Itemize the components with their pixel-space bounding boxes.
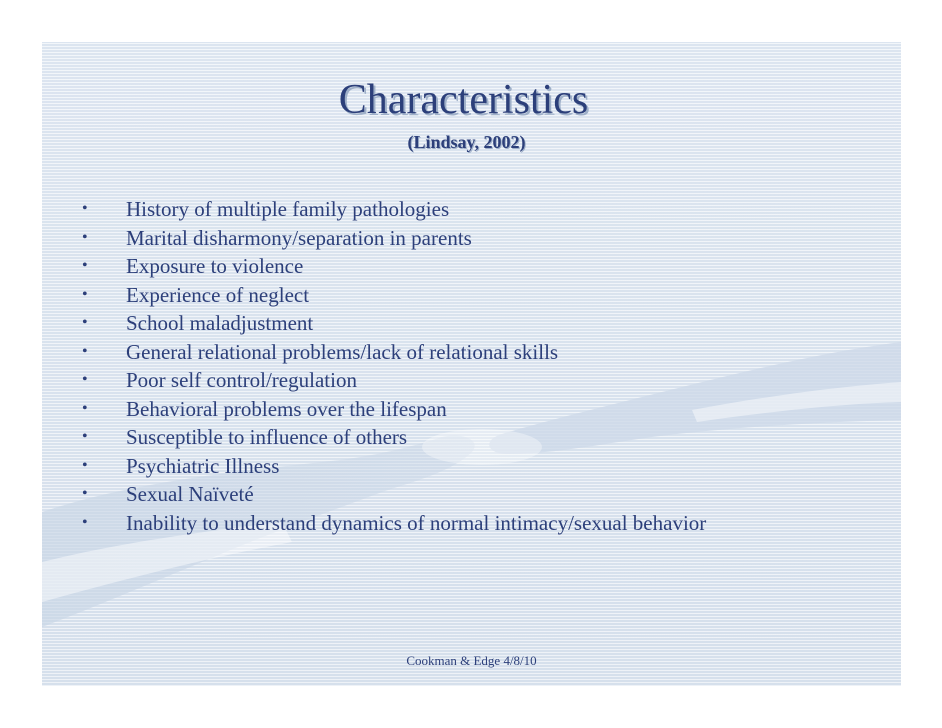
list-item-text: Susceptible to influence of others bbox=[126, 425, 408, 449]
slide-subtitle: (Lindsay, 2002) bbox=[407, 132, 526, 152]
bullet-icon: • bbox=[82, 342, 88, 360]
slide-title: Characteristics bbox=[338, 77, 589, 123]
list-item-text: Exposure to violence bbox=[126, 254, 304, 278]
list-item-text: Marital disharmony/separation in parents bbox=[126, 225, 472, 250]
bullet-icon: • bbox=[82, 485, 88, 502]
bullet-icon: • bbox=[82, 399, 88, 417]
list-item-text: General relational problems/lack of relational skills bbox=[126, 339, 559, 364]
list-item bbox=[82, 423, 706, 452]
bullet-icon: • bbox=[82, 314, 88, 331]
slide bbox=[42, 42, 901, 686]
bullet-icon: • bbox=[82, 428, 88, 445]
list-item-text: Behavioral problems over the lifespan bbox=[126, 396, 447, 421]
list-item bbox=[82, 252, 706, 281]
list-item-text: Psychiatric Illness bbox=[126, 453, 280, 478]
slide-footer: Cookman & Edge 4/8/10 bbox=[406, 653, 537, 668]
list-item bbox=[82, 281, 706, 310]
list-item bbox=[82, 366, 706, 395]
bullet-icon: • bbox=[82, 371, 88, 388]
bullet-icon: • bbox=[82, 513, 88, 531]
list-item-text: Poor self control/regulation bbox=[126, 368, 357, 392]
list-item bbox=[82, 452, 706, 481]
list-item-text: Sexual Naïveté bbox=[126, 482, 254, 506]
list-item bbox=[82, 338, 706, 367]
bullet-icon: • bbox=[82, 200, 88, 217]
list-item bbox=[82, 480, 706, 509]
list-item-text: Experience of neglect bbox=[126, 282, 310, 307]
bullet-icon: • bbox=[82, 456, 88, 474]
list-item-text: School maladjustment bbox=[126, 311, 314, 335]
list-item bbox=[82, 509, 706, 538]
list-item-text: Inability to understand dynamics of normal intimacy/sexual behavior bbox=[126, 510, 707, 535]
list-item bbox=[82, 395, 706, 424]
list-item-text: History of multiple family pathologies bbox=[126, 197, 450, 221]
bullet-list bbox=[82, 195, 706, 537]
list-item bbox=[82, 224, 706, 253]
list-item bbox=[82, 195, 706, 224]
bullet-icon: • bbox=[82, 228, 88, 246]
bullet-icon: • bbox=[82, 285, 88, 303]
list-item bbox=[82, 309, 706, 338]
bullet-icon: • bbox=[82, 257, 88, 274]
